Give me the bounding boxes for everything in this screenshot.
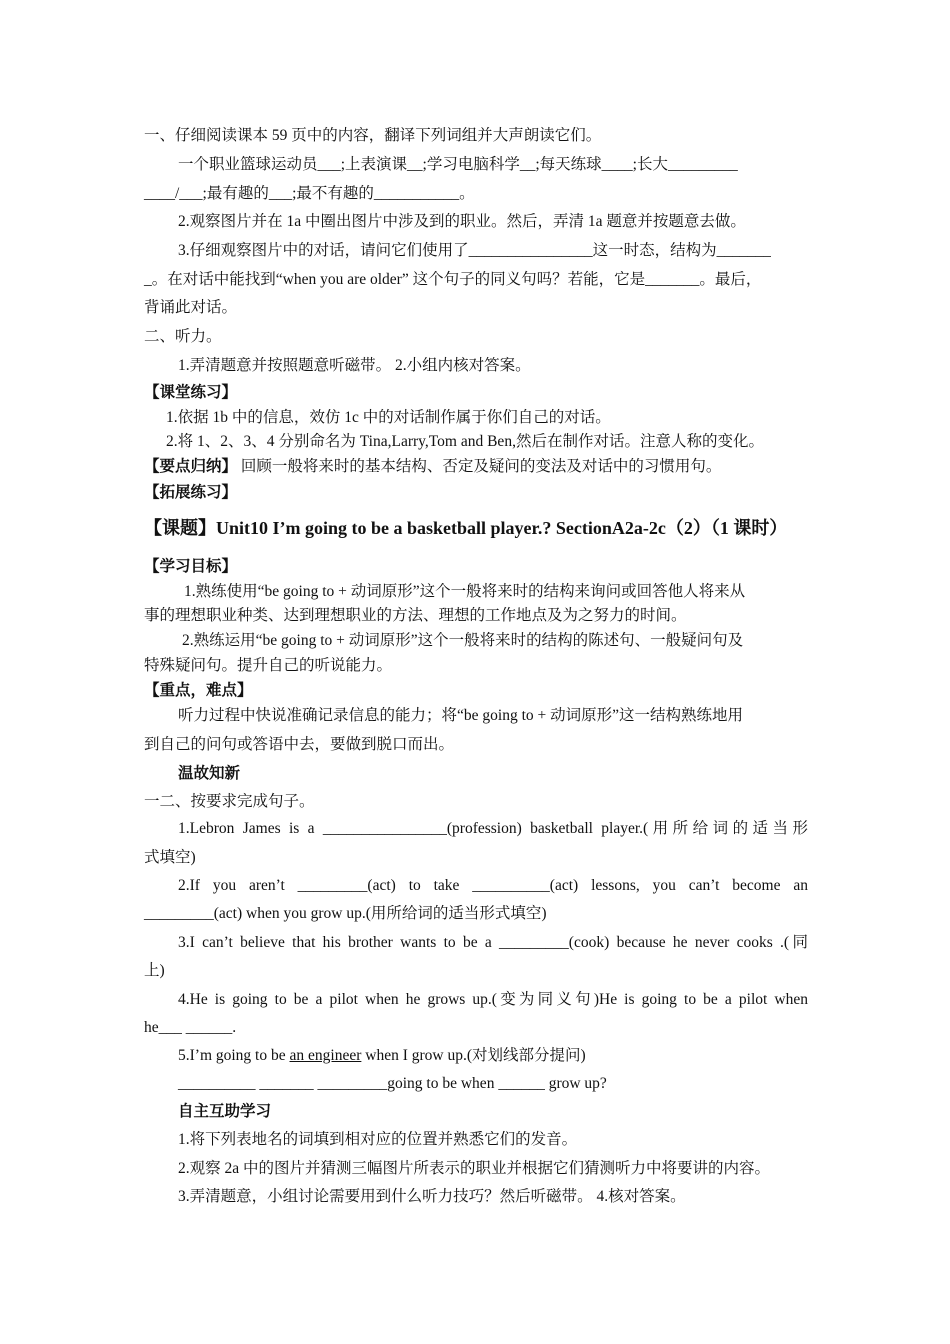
summary-text: 回顾一般将来时的基本结构、否定及疑问的变法及对话中的习惯用句。 [237,458,722,475]
dialogue-synonym-line: _。在对话中能找到“when you are older” 这个句子的同义句吗？若能，它是_______。最后， [144,271,762,288]
goals-heading: 【学习目标】 [144,558,238,575]
underlined-phrase: an engineer [289,1047,362,1064]
self-study-item-1: 1.将下列表地名的词填到相对应的位置并熟悉它们的发音。 [178,1131,578,1148]
question-1: 1.Lebron James is a ________________(profession) basketball player.(用所给词的适当形 [178,820,808,837]
self-study-item-2: 2.观察 2a 中的图片并猜测三幅图片所表示的职业并根据它们猜测听力中将要讲的内容。 [178,1160,771,1177]
dialogue-tense-line: 3.仔细观察图片中的对话，请问它们使用了________________这一时态，结构为_______ [178,242,771,259]
question-3-cont: 上) [144,962,165,979]
goal-2-line-cont: 特殊疑问句。提升自己的听说能力。 [144,657,393,674]
question-2-cont: _________(act) when you grow up.(用所给词的适当形式填空) [144,905,547,922]
goal-1-line: 1.熟练使用“be going to + 动词原形”这个一般将来时的结构来询问或回答他人将来从 [184,583,746,600]
self-study-item-3: 3.弄清题意，小组讨论需要用到什么听力技巧？然后听磁带。 4.核对答案。 [178,1188,686,1205]
self-study-heading: 自主互助学习 [178,1103,272,1120]
question-5-answer-line: __________ _______ _________going to be when ______ grow up? [178,1075,607,1092]
recite-line: 背诵此对话。 [144,299,238,316]
question-2: 2.If you aren’t _________(act) to take __________(act) lessons, you can’t become an [178,877,808,894]
question-3: 3.I can’t believe that his brother wants to be a _________(cook) because he never cooks .(同 [178,934,808,951]
review-heading: 温故知新 [178,765,241,782]
translate-phrases-line-cont: ____/___;最有趣的___;最不有趣的___________。 [144,185,475,202]
review-intro: 一二、按要求完成句子。 [144,793,315,810]
key-points-line: 听力过程中快说准确记录信息的能力；将“be going to + 动词原形”这一结构熟练地用 [178,707,743,724]
observe-1a-line: 2.观察图片并在 1a 中圈出图片中涉及到的职业。然后，弄清 1a 题意并按题意去做。 [178,213,746,230]
section2-heading: 二、听力。 [144,328,222,345]
listening-steps: 1.弄清题意并按照题意听磁带。 2.小组内核对答案。 [178,357,531,374]
practice-item-2: 2.将 1、2、3、4 分别命名为 Tina,Larry,Tom and Ben,然后在制作对话。注意人称的变化。 [166,433,764,450]
lesson-title: 【课题】Unit10 I’m going to be a basketball player.? SectionA2a-2c（2）（1 课时） [144,518,788,538]
question-4-cont: he___ ______. [144,1019,237,1036]
key-points-line-cont: 到自己的问句或答语中去，要做到脱口而出。 [144,736,455,753]
question-4: 4.He is going to be a pilot when he grows up.(变为同义句)He is going to be a pilot when [178,991,808,1008]
question-1-cont: 式填空) [144,849,196,866]
summary-heading: 【要点归纳】 [144,458,238,475]
key-points-heading: 【重点，难点】 [144,682,253,699]
goal-2-line: 2.熟练运用“be going to + 动词原形”这个一般将来时的结构的陈述句、一般疑问句及 [182,632,744,649]
goal-1-line-cont: 事的理想职业种类、达到理想职业的方法、理想的工作地点及为之努力的时间。 [144,607,687,624]
question-5-prefix: 5.I’m going to be [178,1047,290,1064]
practice-item-1: 1.依据 1b 中的信息，效仿 1c 中的对话制作属于你们自己的对话。 [166,409,611,426]
question-5-suffix: when I grow up.(对划线部分提问) [361,1047,586,1064]
extension-heading: 【拓展练习】 [144,484,238,501]
practice-heading: 【课堂练习】 [144,384,238,401]
section1-heading: 一、仔细阅读课本 59 页中的内容，翻译下列词组并大声朗读它们。 [144,127,602,144]
question-5 [178,1046,808,1066]
summary-line [144,457,808,477]
translate-phrases-line: 一个职业篮球运动员___;上表演课__;学习电脑科学__;每天练球____;长大_________ [178,156,738,173]
